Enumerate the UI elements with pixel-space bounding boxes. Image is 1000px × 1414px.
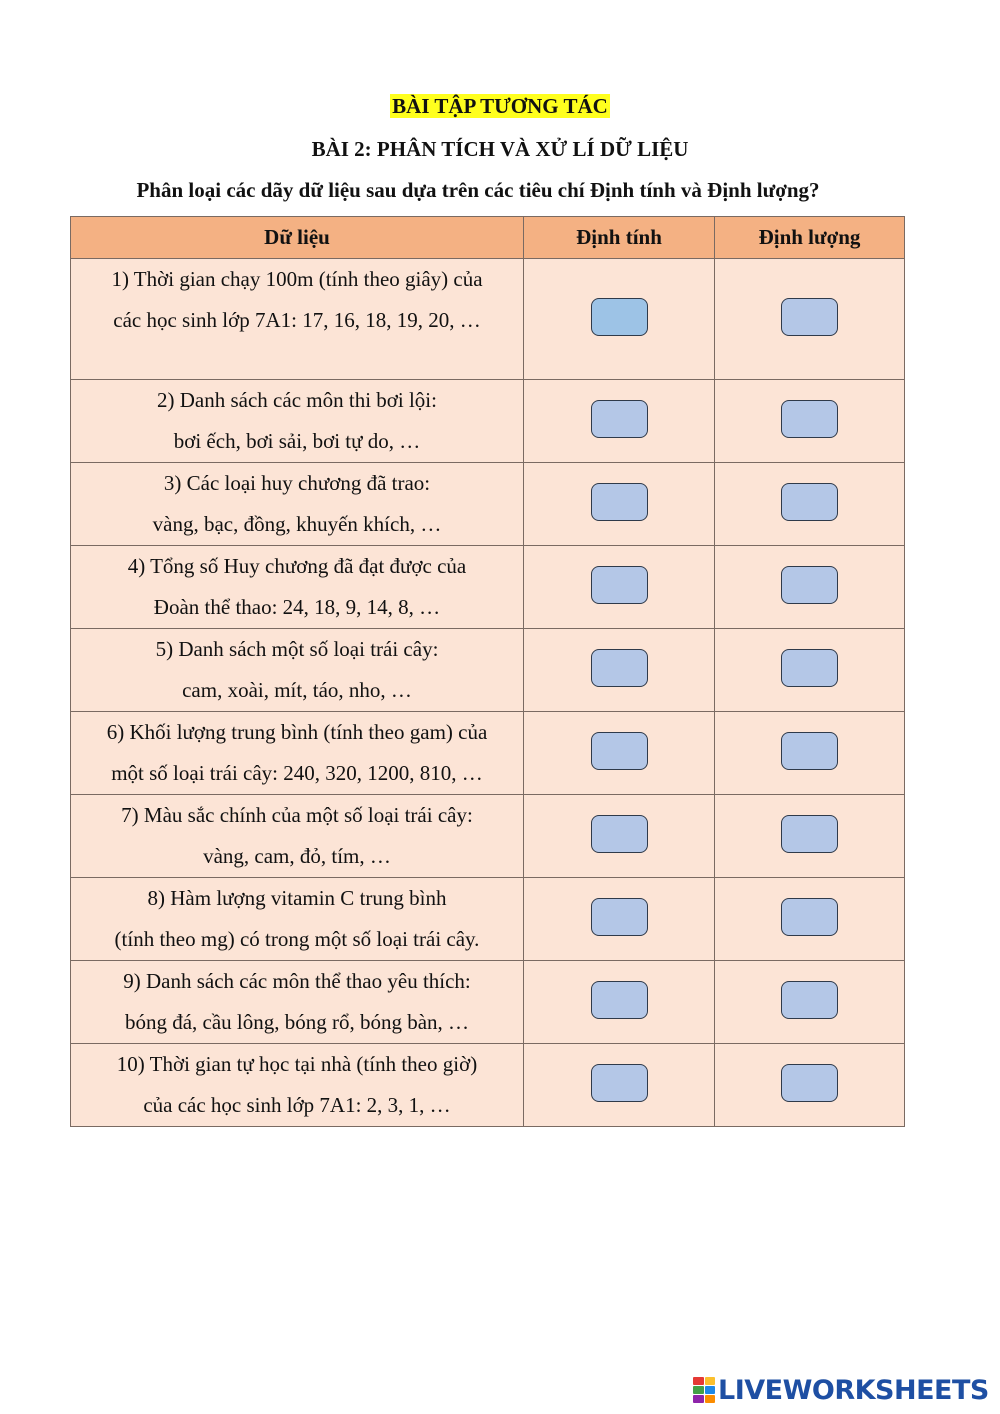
data-description-line: cam, xoài, mít, táo, nho, … <box>182 678 412 702</box>
data-description-line: 2) Danh sách các môn thi bơi lội: <box>157 388 437 412</box>
qualitative-cell <box>524 629 715 712</box>
table-row <box>71 463 905 546</box>
data-description-line: 10) Thời gian tự học tại nhà (tính theo giờ) <box>116 1052 478 1076</box>
quantitative-answer-box[interactable] <box>781 1064 838 1102</box>
qualitative-cell <box>524 795 715 878</box>
quantitative-answer-box[interactable] <box>781 898 838 936</box>
data-description-cell <box>71 712 524 795</box>
qualitative-answer-box[interactable] <box>591 1064 648 1102</box>
instruction-text: Phân loại các dãy dữ liệu sau dựa trên các tiêu chí Định tính và Định lượng? <box>136 178 820 202</box>
quantitative-cell <box>715 878 905 961</box>
data-description-line: của các học sinh lớp 7A1: 2, 3, 1, … <box>143 1093 451 1117</box>
qualitative-cell <box>524 1044 715 1127</box>
column-header-data: Dữ liệu <box>71 217 524 259</box>
table-row <box>71 878 905 961</box>
qualitative-answer-box[interactable] <box>591 649 648 687</box>
qualitative-answer-box[interactable] <box>591 898 648 936</box>
data-description-line: 7) Màu sắc chính của một số loại trái cây: <box>121 803 473 827</box>
data-description-cell <box>71 380 524 463</box>
data-description-cell <box>71 961 524 1044</box>
classification-table <box>70 216 905 1127</box>
data-description-line: một số loại trái cây: 240, 320, 1200, 810, … <box>111 761 483 785</box>
quantitative-cell <box>715 712 905 795</box>
column-header-quantitative: Định lượng <box>715 217 905 259</box>
brand-wordmark: LIVEWORKSHEETS <box>718 1374 989 1406</box>
data-description-line: 8) Hàm lượng vitamin C trung bình <box>147 886 447 910</box>
table-body <box>71 259 905 1127</box>
quantitative-cell <box>715 380 905 463</box>
table-row <box>71 380 905 463</box>
data-description-line: bơi ếch, bơi sải, bơi tự do, … <box>173 429 421 453</box>
data-description-line: 3) Các loại huy chương đã trao: <box>163 471 431 495</box>
quantitative-answer-box[interactable] <box>781 732 838 770</box>
liveworksheets-brand <box>693 1372 989 1408</box>
table-row <box>71 629 905 712</box>
data-description-line: Đoàn thể thao: 24, 18, 9, 14, 8, … <box>153 595 441 619</box>
data-description-line: (tính theo mg) có trong một số loại trái cây. <box>114 927 480 951</box>
data-description-cell <box>71 1044 524 1127</box>
qualitative-cell <box>524 259 715 380</box>
quantitative-cell <box>715 795 905 878</box>
qualitative-cell <box>524 463 715 546</box>
quantitative-answer-box[interactable] <box>781 566 838 604</box>
data-description-cell <box>71 878 524 961</box>
qualitative-cell <box>524 961 715 1044</box>
lesson-title: BÀI 2: PHÂN TÍCH VÀ XỬ LÍ DỮ LIỆU <box>311 137 689 161</box>
qualitative-answer-box[interactable] <box>591 566 648 604</box>
data-description-cell <box>71 795 524 878</box>
table-row <box>71 546 905 629</box>
qualitative-answer-box[interactable] <box>591 483 648 521</box>
qualitative-answer-box[interactable] <box>591 400 648 438</box>
data-description-line: 5) Danh sách một số loại trái cây: <box>155 637 439 661</box>
data-description-line: 9) Danh sách các môn thể thao yêu thích: <box>123 969 471 993</box>
data-description-cell <box>71 629 524 712</box>
data-description-cell <box>71 546 524 629</box>
quantitative-cell <box>715 259 905 380</box>
quantitative-answer-box[interactable] <box>781 649 838 687</box>
table-row <box>71 1044 905 1127</box>
qualitative-answer-box[interactable] <box>591 981 648 1019</box>
data-description-cell <box>71 463 524 546</box>
quantitative-cell <box>715 546 905 629</box>
data-description-line: bóng đá, cầu lông, bóng rổ, bóng bàn, … <box>124 1010 470 1034</box>
worksheet-banner <box>0 94 1000 119</box>
table-header-row <box>71 217 905 259</box>
qualitative-cell <box>524 546 715 629</box>
column-header-qualitative: Định tính <box>524 217 715 259</box>
data-description-line: các học sinh lớp 7A1: 17, 16, 18, 19, 20, … <box>113 308 481 332</box>
quantitative-cell <box>715 961 905 1044</box>
table-row <box>71 795 905 878</box>
quantitative-cell <box>715 629 905 712</box>
table-row <box>71 712 905 795</box>
worksheet-banner-text: BÀI TẬP TƯƠNG TÁC <box>392 94 608 118</box>
liveworksheets-logo-icon <box>693 1377 715 1403</box>
data-description-line: vàng, cam, đỏ, tím, … <box>203 844 391 868</box>
quantitative-cell <box>715 463 905 546</box>
quantitative-answer-box[interactable] <box>781 483 838 521</box>
table-row <box>71 259 905 380</box>
data-description-line: vàng, bạc, đồng, khuyến khích, … <box>152 512 442 536</box>
quantitative-answer-box[interactable] <box>781 815 838 853</box>
data-description-line: 6) Khối lượng trung bình (tính theo gam) của <box>106 720 488 744</box>
qualitative-answer-box[interactable] <box>591 298 648 336</box>
quantitative-answer-box[interactable] <box>781 981 838 1019</box>
qualitative-cell <box>524 380 715 463</box>
qualitative-cell <box>524 878 715 961</box>
data-description-line: 1) Thời gian chạy 100m (tính theo giây) của <box>111 267 483 291</box>
qualitative-answer-box[interactable] <box>591 815 648 853</box>
quantitative-answer-box[interactable] <box>781 400 838 438</box>
table-row <box>71 961 905 1044</box>
data-description-line: 4) Tổng số Huy chương đã đạt được của <box>127 554 467 578</box>
data-description-cell <box>71 259 524 380</box>
qualitative-answer-box[interactable] <box>591 732 648 770</box>
qualitative-cell <box>524 712 715 795</box>
quantitative-answer-box[interactable] <box>781 298 838 336</box>
quantitative-cell <box>715 1044 905 1127</box>
